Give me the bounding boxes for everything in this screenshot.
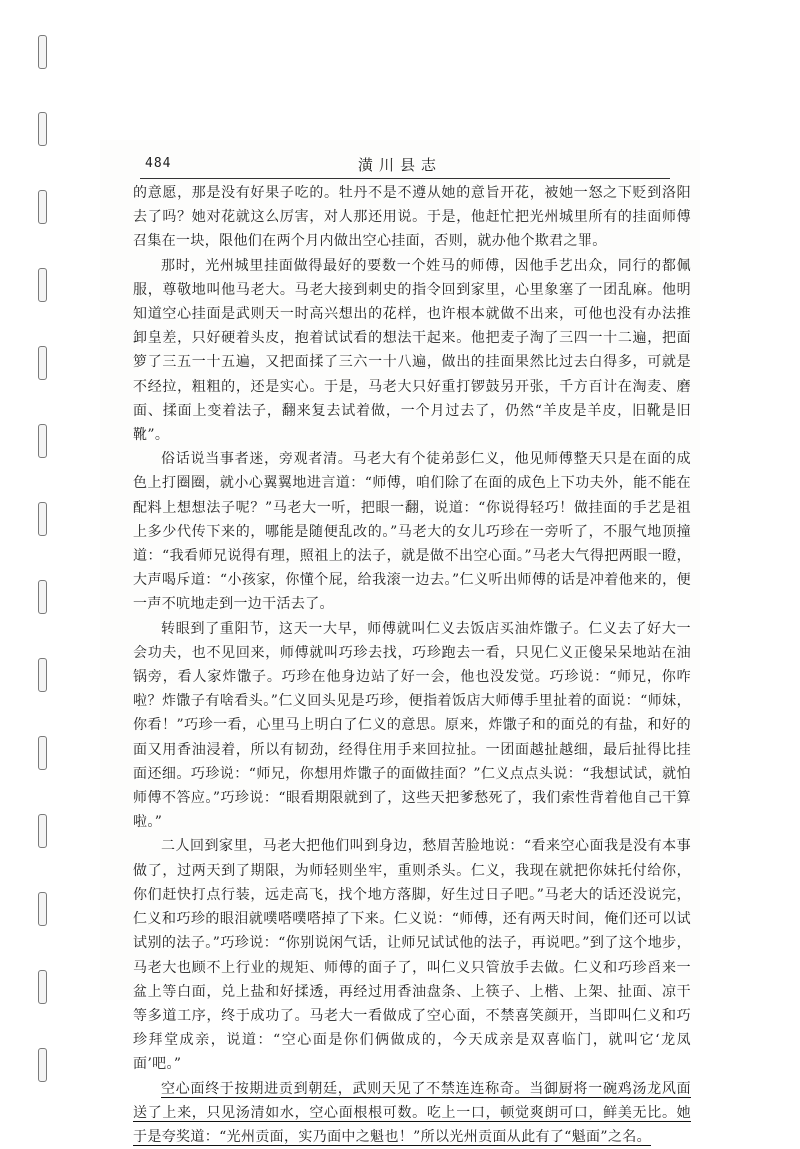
binder-ring	[38, 268, 47, 302]
binder-ring	[38, 502, 47, 536]
closing-sentence: 所以光州贡面从此有了“魁面”之名。	[420, 1128, 651, 1145]
emperor-quote: “光州贡面，实乃面中之魁也！”	[219, 1128, 421, 1145]
binder-ring	[38, 190, 47, 224]
final-paragraph	[133, 1077, 691, 1149]
page-number: 484	[145, 156, 172, 171]
paragraph: 那时，光州城里挂面做得最好的要数一个姓马的师傅，因他手艺出众，同行的都佩服，尊敬地叫他马老大。马老大接到刺史的指令回到家里，心里象塞了一团乱麻。他明知道空心挂面是武则天一时高兴想出的花样，也许根本就做不出来，可他也没有办法推卸皇差，只好硬着头皮，抱着试试看的想法干起来。他把麦子淘了三四一十二遍，把面箩了三五一十五遍，又把面揉了三六一十八遍，做出的挂面果然比过去白得多，可就是不经拉，粗粗的，还是实心。于是，马老大只好重打锣鼓另开张，千方百计在淘麦、磨面、揉面上变着法子，翻来复去试着做，一个月过去了，仍然“羊皮是羊皮，旧靴是旧靴”。	[133, 257, 691, 444]
binder-ring	[38, 658, 47, 692]
page-header	[145, 154, 655, 176]
binder-ring	[38, 346, 47, 380]
header-rule	[140, 178, 670, 179]
running-title: 潢川县志	[357, 156, 442, 174]
page-body	[133, 181, 691, 1149]
binder-ring	[38, 970, 47, 1004]
binder-ring	[38, 580, 47, 614]
binder-rings	[36, 0, 52, 1131]
underlined-text: 空心面终于按期进贡到朝廷，武则天见了不禁连连称奇。当御厨将一碗鸡汤龙风面送了上来，只见汤清如水，空心面根根可数。吃上一口，顿觉爽朗可口，鲜美无比。她于是夸奖道：	[133, 1080, 691, 1145]
binder-ring	[38, 892, 47, 926]
scanned-page	[100, 140, 700, 1145]
binder-ring	[38, 112, 47, 146]
binder-ring	[38, 736, 47, 770]
paragraph: 二人回到家里，马老大把他们叫到身边，愁眉苦脸地说：“看来空心面我是没有本事做了，过两天到了期限，为师轻则坐牢，重则杀头。仁义，我现在就把你妹托付给你，你们赶快打点行装，远走高飞，找个地方落脚，好生过日子吧。”马老大的话还没说完，仁义和巧珍的眼泪就噗嗒噗嗒掉了下来。仁义说：“师傅，还有两天时间，俺们还可以试试别的法子。”巧珍说：“你别说闲气话，让师兄试试他的法子，再说吧。”到了这个地步，马老大也顾不上行业的规矩、师傅的面子了，叫仁义只管放手去做。仁义和巧珍舀来一盆上等白面，兑上盐和好揉透，再经过用香油盘条、上筷子、上楷、上架、扯面、凉干等多道工序，终于成功了。马老大一看做成了空心面，不禁喜笑颜开，当即叫仁义和巧珍拜堂成亲，说道：“空心面是你们俩做成的，今天成亲是双喜临门，就叫它‘龙凤面’吧。”	[133, 838, 691, 1073]
binder-ring	[38, 1048, 47, 1082]
binder-ring	[38, 35, 47, 69]
paragraph: 的意愿，那是没有好果子吃的。牡丹不是不遵从她的意旨开花，被她一怒之下贬到洛阳去了吗？她对花就这么厉害，对人那还用说。于是，他赶忙把光州城里所有的挂面师傅召集在一块，限他们在两个月内做出空心挂面，否则，就办他个欺君之罪。	[133, 185, 691, 250]
paragraph: 转眼到了重阳节，这天一大早，师傅就叫仁义去饭店买油炸馓子。仁义去了好大一会功夫，也不见回来，师傅就叫巧珍去找，巧珍跑去一看，只见仁义正傻呆呆地站在油锅旁，看人家炸馓子。巧珍在他身边站了好一会，他也没发觉。巧珍说：“师兄，你咋啦？炸馓子有啥看头。”仁义回头见是巧珍，便指着饭店大师傅手里扯着的面说：“师妹，你看！”巧珍一看，心里马上明白了仁义的意思。原来，炸馓子和的面兑的有盐，和好的面又用香油浸着，所以有韧劲，经得住用手来回拉扯。一团面越扯越细，最后扯得比挂面还细。巧珍说：“师兄，你想用炸馓子的面做挂面？”仁义点点头说：“我想试试，就怕师傅不答应。”巧珍说：“眼看期限就到了，这些天把爹愁死了，我们索性背着他自己干算啦。”	[133, 620, 691, 831]
binder-ring	[38, 814, 47, 848]
paragraph: 俗话说当事者迷，旁观者清。马老大有个徒弟彭仁义，他见师傅整天只是在面的成色上打圈圈，就小心翼翼地进言道：“师傅，咱们除了在面的成色上下功夫外，能不能在配料上想想法子呢？”马老大一听，把眼一翻，说道：“你说得轻巧！做挂面的手艺是祖上多少代传下来的，哪能是随便乱改的。”马老大的女儿巧珍在一旁听了，不服气地顶撞道：“我看师兄说得有理，照祖上的法子，就是做不出空心面。”马老大气得把两眼一瞪，大声喝斥道：“小孩家，你懂个屁，给我滚一边去。”仁义听出师傅的话是冲着他来的，便一声不吭地走到一边干活去了。	[133, 451, 691, 613]
binder-ring	[38, 424, 47, 458]
